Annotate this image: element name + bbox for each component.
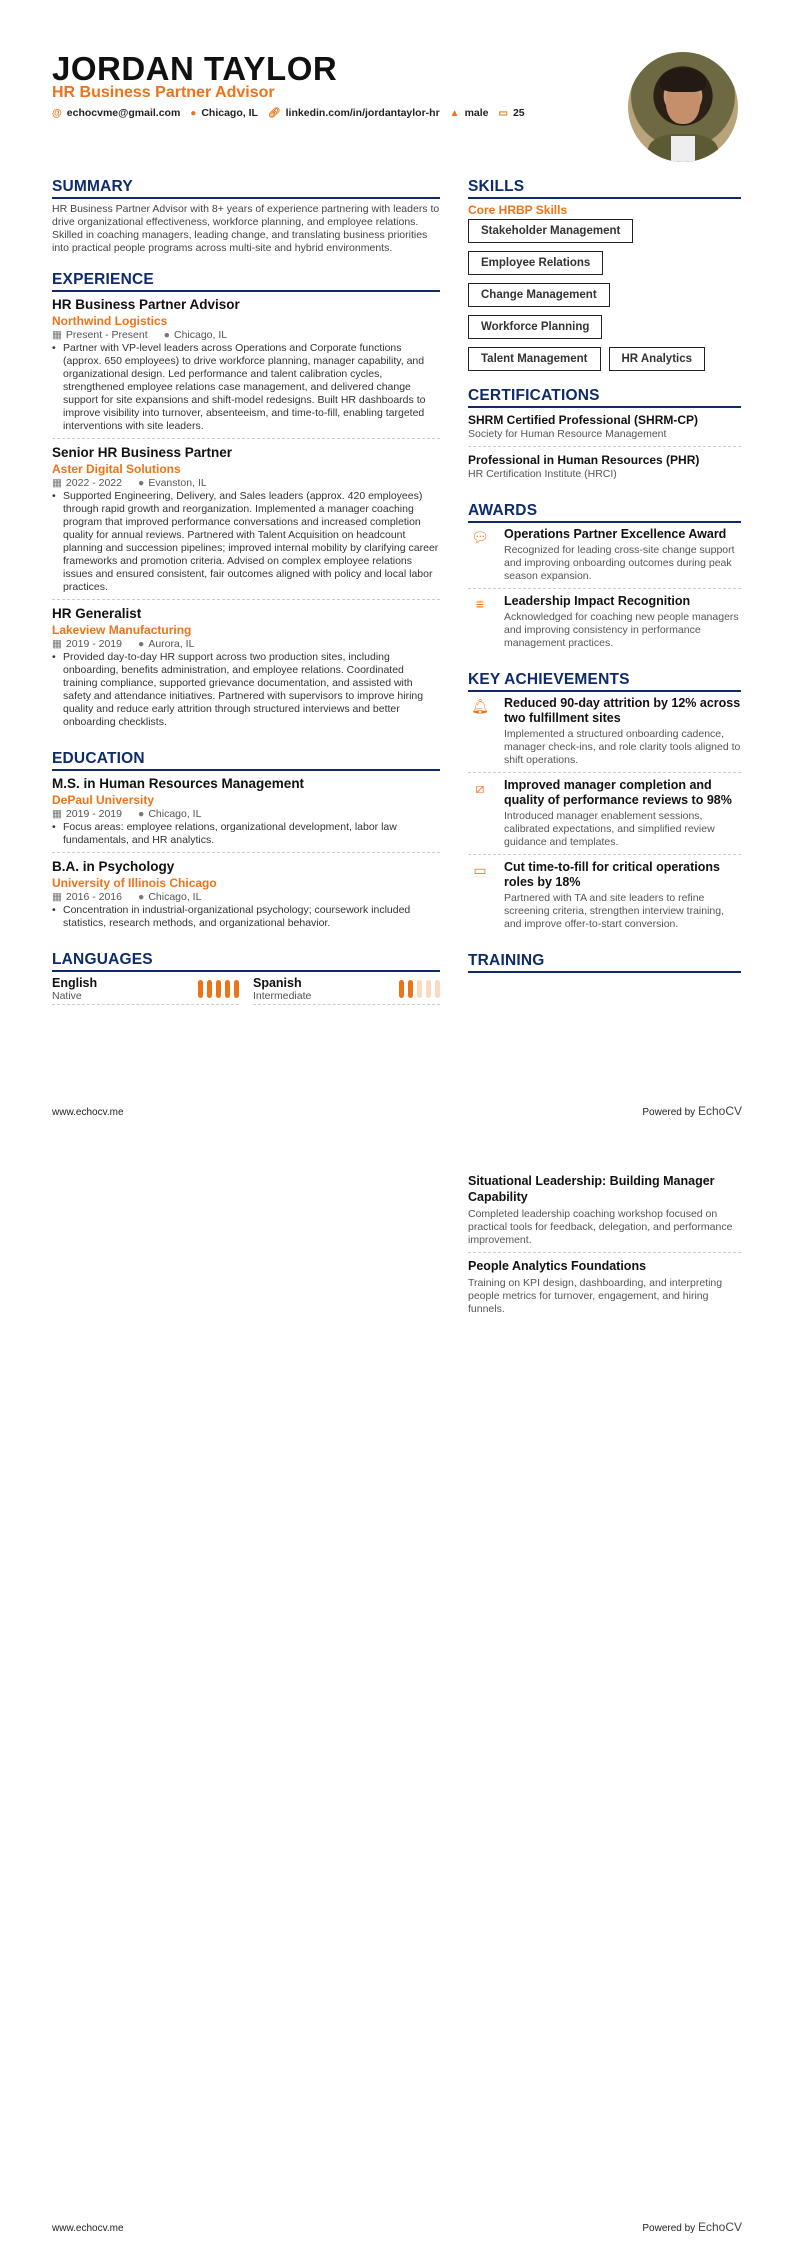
language-level: Native bbox=[52, 990, 82, 1002]
right-column bbox=[468, 178, 741, 989]
section-heading: SKILLS bbox=[468, 178, 741, 199]
award-item bbox=[468, 527, 741, 589]
entry bbox=[52, 775, 440, 853]
certifications-section bbox=[468, 387, 741, 486]
location-icon: ● bbox=[163, 329, 170, 341]
entry-meta: ▦ 2016 - 2016 ● Chicago, IL bbox=[52, 891, 202, 903]
location-icon: ● bbox=[137, 808, 145, 820]
contact-linkedin[interactable]: 🔗︎ linkedin.com/in/jordantaylor-hr bbox=[267, 107, 440, 119]
person-icon: ▲ bbox=[449, 108, 460, 119]
item-description: Implemented a structured onboarding cadence, manager check-ins, and role clarity tools aligned to shift operations. bbox=[504, 728, 741, 766]
bookmark-slash-icon: ⧄ bbox=[475, 780, 485, 796]
summary-text: HR Business Partner Advisor with 8+ years of experience partnering with leaders to drive organizational effectiveness, workforce planning, and employee relations. Skilled in coaching managers, leading change, and translating business priorities into practical people programs across multi-site and hybrid environments. bbox=[52, 203, 440, 254]
location-icon: ● bbox=[190, 108, 197, 119]
summary-section bbox=[52, 178, 440, 255]
section-heading: LANGUAGES bbox=[52, 951, 440, 972]
skill-tag: HR Analytics bbox=[609, 347, 706, 371]
skill-tag: Employee Relations bbox=[468, 251, 603, 275]
language-proficiency-bars bbox=[399, 980, 440, 998]
entry-bullet: • Concentration in industrial-organizational psychology; coursework included statistics, research methods, and organizational behavior. bbox=[52, 904, 440, 930]
calendar-icon: ▦ bbox=[52, 329, 62, 341]
entry-meta: ▦ 2019 - 2019 ● Chicago, IL bbox=[52, 808, 202, 820]
proficiency-bar bbox=[207, 980, 212, 998]
proficiency-bar bbox=[198, 980, 203, 998]
entry-title: HR Business Partner Advisor bbox=[52, 297, 240, 312]
experience-section bbox=[52, 271, 440, 734]
proficiency-bar bbox=[417, 980, 422, 998]
entry bbox=[52, 858, 440, 935]
contact-age: ▭ 25 bbox=[498, 107, 525, 119]
entry-organization: Aster Digital Solutions bbox=[52, 462, 181, 476]
language-proficiency-bars bbox=[198, 980, 239, 998]
award-item bbox=[468, 696, 741, 773]
certification-item bbox=[468, 412, 741, 447]
proficiency-bar bbox=[234, 980, 239, 998]
language-item bbox=[52, 976, 239, 1005]
entry bbox=[52, 296, 440, 439]
proficiency-bar bbox=[216, 980, 221, 998]
achievements-section bbox=[468, 671, 741, 936]
skill-tag: Stakeholder Management bbox=[468, 219, 633, 243]
entry-bullet: • Focus areas: employee relations, organizational development, labor law fundamentals, and HR analytics. bbox=[52, 821, 440, 847]
contact-info bbox=[52, 107, 525, 119]
entry-meta: ▦ Present - Present ● Chicago, IL bbox=[52, 329, 228, 341]
awards-section bbox=[468, 502, 741, 655]
training-title: People Analytics Foundations bbox=[468, 1259, 647, 1273]
bell-icon: 🔔︎ bbox=[471, 698, 489, 714]
page-footer bbox=[52, 2220, 742, 2234]
skill-category: Core HRBP Skills bbox=[468, 203, 568, 217]
item-title: Operations Partner Excellence Award bbox=[504, 527, 727, 541]
skill-tag: Change Management bbox=[468, 283, 610, 307]
monitor-icon: ▭ bbox=[473, 862, 487, 878]
proficiency-bar bbox=[399, 980, 404, 998]
proficiency-bar bbox=[435, 980, 440, 998]
entry bbox=[52, 444, 440, 600]
entry-meta: ▦ 2019 - 2019 ● Aurora, IL bbox=[52, 638, 195, 650]
language-name: English bbox=[52, 976, 98, 990]
item-title: Leadership Impact Recognition bbox=[504, 594, 691, 608]
award-item bbox=[468, 594, 741, 655]
item-title: Improved manager completion and quality of performance reviews to 98% bbox=[504, 778, 732, 807]
at-icon: @ bbox=[52, 108, 62, 119]
training-item bbox=[468, 1258, 741, 1321]
language-name: Spanish bbox=[253, 976, 302, 990]
entry bbox=[52, 605, 440, 734]
item-title: Reduced 90-day attrition by 12% across two fulfillment sites bbox=[504, 696, 741, 725]
entry-bullet: • Partner with VP-level leaders across Operations and Corporate functions (approx. 650 employees) to drive workforce planning, manager capability, and organizational design. Led performance and talent calibration cycles, strengthened employee relations case management, and delivered change support for site expansions and shift-model redesigns. Built HR dashboards to improve visibility into turnover, absenteeism, and time-to-fill, enabling targeted interventions with site leaders. bbox=[52, 342, 440, 433]
language-item bbox=[253, 976, 440, 1005]
location-icon: ● bbox=[137, 891, 145, 903]
section-heading: AWARDS bbox=[468, 502, 741, 523]
section-heading: KEY ACHIEVEMENTS bbox=[468, 671, 741, 692]
training-list bbox=[468, 1173, 741, 1326]
section-heading: CERTIFICATIONS bbox=[468, 387, 741, 408]
entry-meta: ▦ 2022 - 2022 ● Evanston, IL bbox=[52, 477, 207, 489]
skill-tag: Talent Management bbox=[468, 347, 601, 371]
candidate-title: HR Business Partner Advisor bbox=[52, 84, 275, 101]
contact-email[interactable]: @ echocvme@gmail.com bbox=[52, 107, 181, 119]
calendar-icon: ▦ bbox=[52, 891, 62, 903]
item-description: Acknowledged for coaching new people managers and improving consistency in performance management practices. bbox=[504, 611, 739, 649]
award-item bbox=[468, 860, 741, 936]
entry-title: HR Generalist bbox=[52, 606, 142, 621]
language-level: Intermediate bbox=[253, 990, 312, 1002]
entry-organization: Lakeview Manufacturing bbox=[52, 623, 192, 637]
entry-title: Senior HR Business Partner bbox=[52, 445, 233, 460]
footer-site-link[interactable]: www.echocv.me bbox=[52, 1107, 124, 1118]
education-section bbox=[52, 750, 440, 935]
award-item bbox=[468, 778, 741, 855]
calendar-icon: ▦ bbox=[52, 477, 62, 489]
entry-bullet: • Provided day-to-day HR support across two production sites, including onboarding, benefits administration, and employee relations. Coordinated training compliance, supported grievance documentation, and assisted with safety and attendance initiatives. Partnered with supervisors to improve hiring quality and reduce early attrition through structured interviews and better onboarding checklists. bbox=[52, 651, 440, 729]
entry-organization: University of Illinois Chicago bbox=[52, 876, 217, 890]
entry-title: B.A. in Psychology bbox=[52, 859, 175, 874]
calendar-icon: ▦ bbox=[52, 808, 62, 820]
entry-bullet: • Supported Engineering, Delivery, and Sales leaders (approx. 420 employees) through rapid growth and reorganization. Implemented a manager coaching program that improved performance conversations and increased completion quality for annual reviews. Partnered with Talent Acquisition on headcount planning and succession pipelines; improved internal mobility by clarifying career frameworks and promotion criteria. Advised on complex employee relations issues and ensured consistent, fair outcomes aligned with policy and local labor practices. bbox=[52, 490, 440, 594]
certification-issuer: HR Certification Institute (HRCI) bbox=[468, 468, 617, 480]
training-description: Completed leadership coaching workshop focused on practical tools for feedback, delegation, and performance improvement. bbox=[468, 1208, 733, 1246]
entry-title: M.S. in Human Resources Management bbox=[52, 776, 305, 791]
calendar-icon: ▦ bbox=[52, 638, 62, 650]
skills-section bbox=[468, 178, 741, 371]
training-title: Situational Leadership: Building Manager Capability bbox=[468, 1174, 715, 1204]
certification-item bbox=[468, 452, 741, 486]
item-description: Recognized for leading cross-site change support and improving onboarding outcomes during peak season expansion. bbox=[504, 544, 735, 582]
resume-page-2 bbox=[0, 1123, 794, 2246]
footer-powered: Powered by EchoCV bbox=[642, 2220, 742, 2234]
location-icon: ● bbox=[137, 638, 145, 650]
languages-section bbox=[52, 951, 440, 1005]
training-item bbox=[468, 1173, 741, 1253]
item-description: Introduced manager enablement sessions, calibrated expectations, and simplified review guidance and templates. bbox=[504, 810, 715, 848]
training-description: Training on KPI design, dashboarding, and interpreting people metrics for turnover, engagement, and hiring funnels. bbox=[468, 1277, 723, 1315]
proficiency-bar bbox=[426, 980, 431, 998]
link-icon: 🔗︎ bbox=[267, 108, 281, 119]
contact-location: ● Chicago, IL bbox=[190, 107, 258, 119]
certification-name: Professional in Human Resources (PHR) bbox=[468, 453, 700, 467]
section-heading: EXPERIENCE bbox=[52, 271, 440, 292]
section-heading: TRAINING bbox=[468, 952, 741, 973]
left-column bbox=[52, 178, 440, 1021]
section-heading: EDUCATION bbox=[52, 750, 440, 771]
page-footer bbox=[52, 1104, 742, 1118]
contact-gender: ▲ male bbox=[449, 107, 489, 119]
chat-bubble-icon: 💬︎ bbox=[471, 529, 489, 545]
footer-powered: Powered by EchoCV bbox=[642, 1104, 742, 1118]
certification-name: SHRM Certified Professional (SHRM-CP) bbox=[468, 413, 699, 427]
profile-photo bbox=[628, 52, 738, 162]
entry-organization: DePaul University bbox=[52, 793, 155, 807]
proficiency-bar bbox=[408, 980, 413, 998]
item-description: Partnered with TA and site leaders to refine screening criteria, strengthen interview training, and improve offer-to-start conversion. bbox=[504, 892, 725, 930]
proficiency-bar bbox=[225, 980, 230, 998]
entry-organization: Northwind Logistics bbox=[52, 314, 168, 328]
item-title: Cut time-to-fill for critical operations roles by 18% bbox=[504, 860, 720, 889]
footer-site-link[interactable]: www.echocv.me bbox=[52, 2223, 124, 2234]
training-section bbox=[468, 952, 741, 973]
lines-icon: ≡ bbox=[475, 596, 485, 612]
calendar-icon: ▭ bbox=[498, 108, 508, 119]
location-icon: ● bbox=[137, 477, 145, 489]
candidate-name: JORDAN TAYLOR bbox=[52, 50, 338, 87]
skill-tag: Workforce Planning bbox=[468, 315, 602, 339]
section-heading: SUMMARY bbox=[52, 178, 440, 199]
certification-issuer: Society for Human Resource Management bbox=[468, 428, 667, 440]
